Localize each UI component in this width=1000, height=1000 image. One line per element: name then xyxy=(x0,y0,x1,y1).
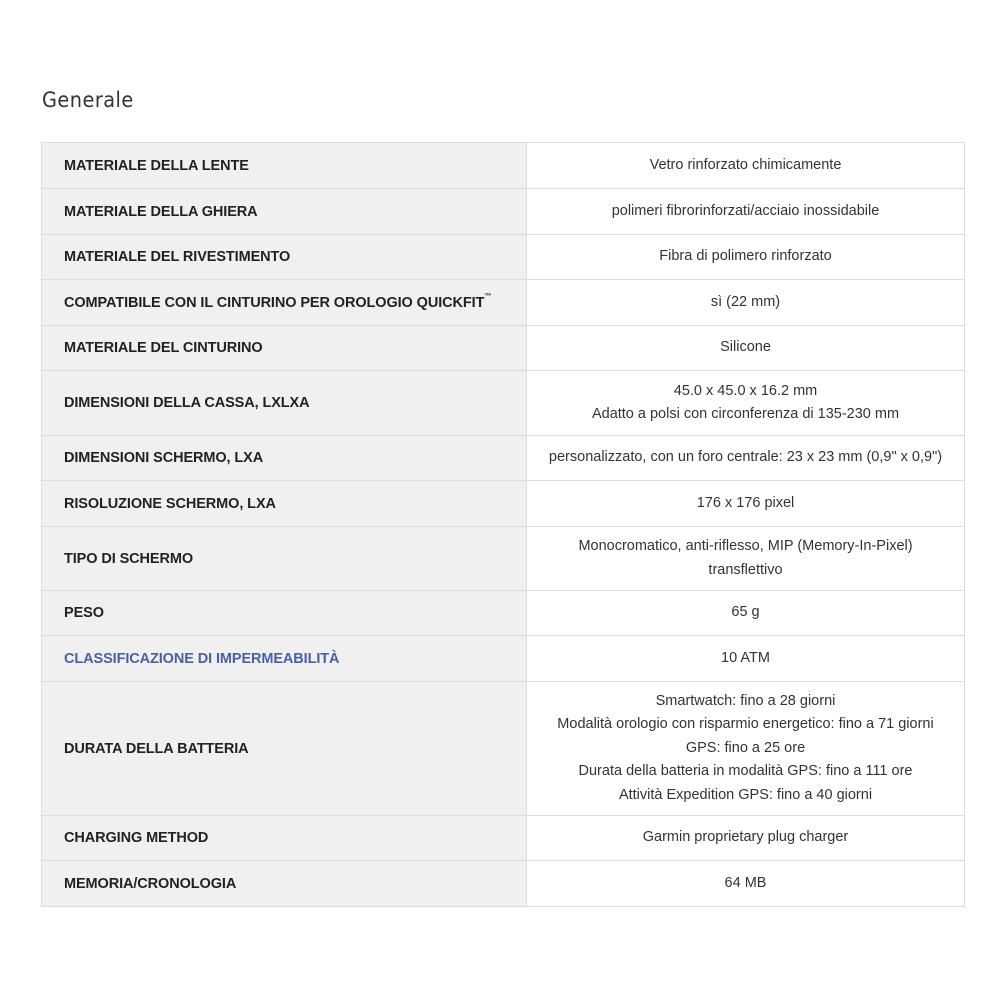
spec-value xyxy=(527,861,965,907)
table-row xyxy=(42,861,965,907)
spec-value xyxy=(527,436,965,481)
spec-value xyxy=(527,280,965,326)
table-row xyxy=(42,527,965,591)
table-row xyxy=(42,481,965,527)
table-row xyxy=(42,235,965,280)
spec-label: MATERIALE DELLA LENTE xyxy=(42,143,527,189)
spec-label: TIPO DI SCHERMO xyxy=(42,527,527,591)
table-row xyxy=(42,143,965,189)
spec-value xyxy=(527,636,965,682)
spec-label: MATERIALE DELLA GHIERA xyxy=(42,189,527,235)
spec-value xyxy=(527,235,965,280)
spec-value-line: 64 MB xyxy=(724,874,767,891)
spec-label xyxy=(42,280,527,326)
spec-value xyxy=(527,481,965,527)
section-title: Generale xyxy=(42,88,134,112)
spec-value xyxy=(527,527,965,591)
spec-value-line: Attività Expedition GPS: fino a 40 giorni xyxy=(618,786,873,803)
spec-label: RISOLUZIONE SCHERMO, LXA xyxy=(42,481,527,527)
spec-value-line: Modalità orologio con risparmio energetico: fino a 71 giorni xyxy=(557,716,934,733)
spec-value-line: transflettivo xyxy=(708,561,783,578)
spec-value-line: 176 x 176 pixel xyxy=(696,494,795,511)
spec-label: MATERIALE DEL CINTURINO xyxy=(42,326,527,371)
spec-value-line: 10 ATM xyxy=(721,649,770,666)
spec-value-line: Fibra di polimero rinforzato xyxy=(659,248,832,265)
spec-label: DIMENSIONI DELLA CASSA, LXLXA xyxy=(42,371,527,436)
table-row xyxy=(42,371,965,436)
specs-table xyxy=(41,142,965,907)
spec-value-line: 45.0 x 45.0 x 16.2 mm xyxy=(673,382,818,399)
spec-label: PESO xyxy=(42,591,527,636)
trademark-symbol: ™ xyxy=(484,292,492,300)
spec-value-line: Adatto a polsi con circonferenza di 135-230 mm xyxy=(591,406,900,422)
spec-value xyxy=(527,143,965,189)
spec-value-line: sì (22 mm) xyxy=(710,293,781,310)
spec-value xyxy=(527,816,965,861)
spec-value-line: Silicone xyxy=(720,339,771,356)
table-row xyxy=(42,436,965,481)
spec-label: DURATA DELLA BATTERIA xyxy=(42,682,527,816)
spec-value xyxy=(527,682,965,816)
spec-label-text: COMPATIBILE CON IL CINTURINO PER OROLOGIO QUICKFIT xyxy=(64,294,485,311)
spec-value-line: Durata della batteria in modalità GPS: fino a 111 ore xyxy=(578,763,913,780)
spec-label: DIMENSIONI SCHERMO, LXA xyxy=(42,436,527,481)
table-row xyxy=(42,816,965,861)
spec-value-line: Smartwatch: fino a 28 giorni xyxy=(655,692,836,709)
spec-value xyxy=(527,189,965,235)
spec-value-line: 65 g xyxy=(731,604,760,621)
table-row xyxy=(42,636,965,682)
spec-value-line: Garmin proprietary plug charger xyxy=(642,829,849,846)
spec-value-line: Monocromatico, anti-riflesso, MIP (Memory-In-Pixel) xyxy=(578,538,913,554)
table-row xyxy=(42,189,965,235)
spec-value xyxy=(527,371,965,436)
spec-value xyxy=(527,591,965,636)
table-row xyxy=(42,280,965,326)
spec-value xyxy=(527,326,965,371)
spec-label: MEMORIA/CRONOLOGIA xyxy=(42,861,527,907)
spec-label: CHARGING METHOD xyxy=(42,816,527,861)
table-row xyxy=(42,591,965,636)
spec-value-line: polimeri fibrorinforzati/acciaio inossidabile xyxy=(611,202,880,219)
spec-label: MATERIALE DEL RIVESTIMENTO xyxy=(42,235,527,280)
water-rating-link[interactable]: CLASSIFICAZIONE DI IMPERMEABILITÀ xyxy=(42,636,527,682)
spec-value-line: personalizzato, con un foro centrale: 23 x 23 mm (0,9" x 0,9") xyxy=(548,449,943,466)
spec-value-line: GPS: fino a 25 ore xyxy=(685,739,806,756)
table-row xyxy=(42,326,965,371)
table-row xyxy=(42,682,965,816)
spec-value-line: Vetro rinforzato chimicamente xyxy=(649,156,842,173)
